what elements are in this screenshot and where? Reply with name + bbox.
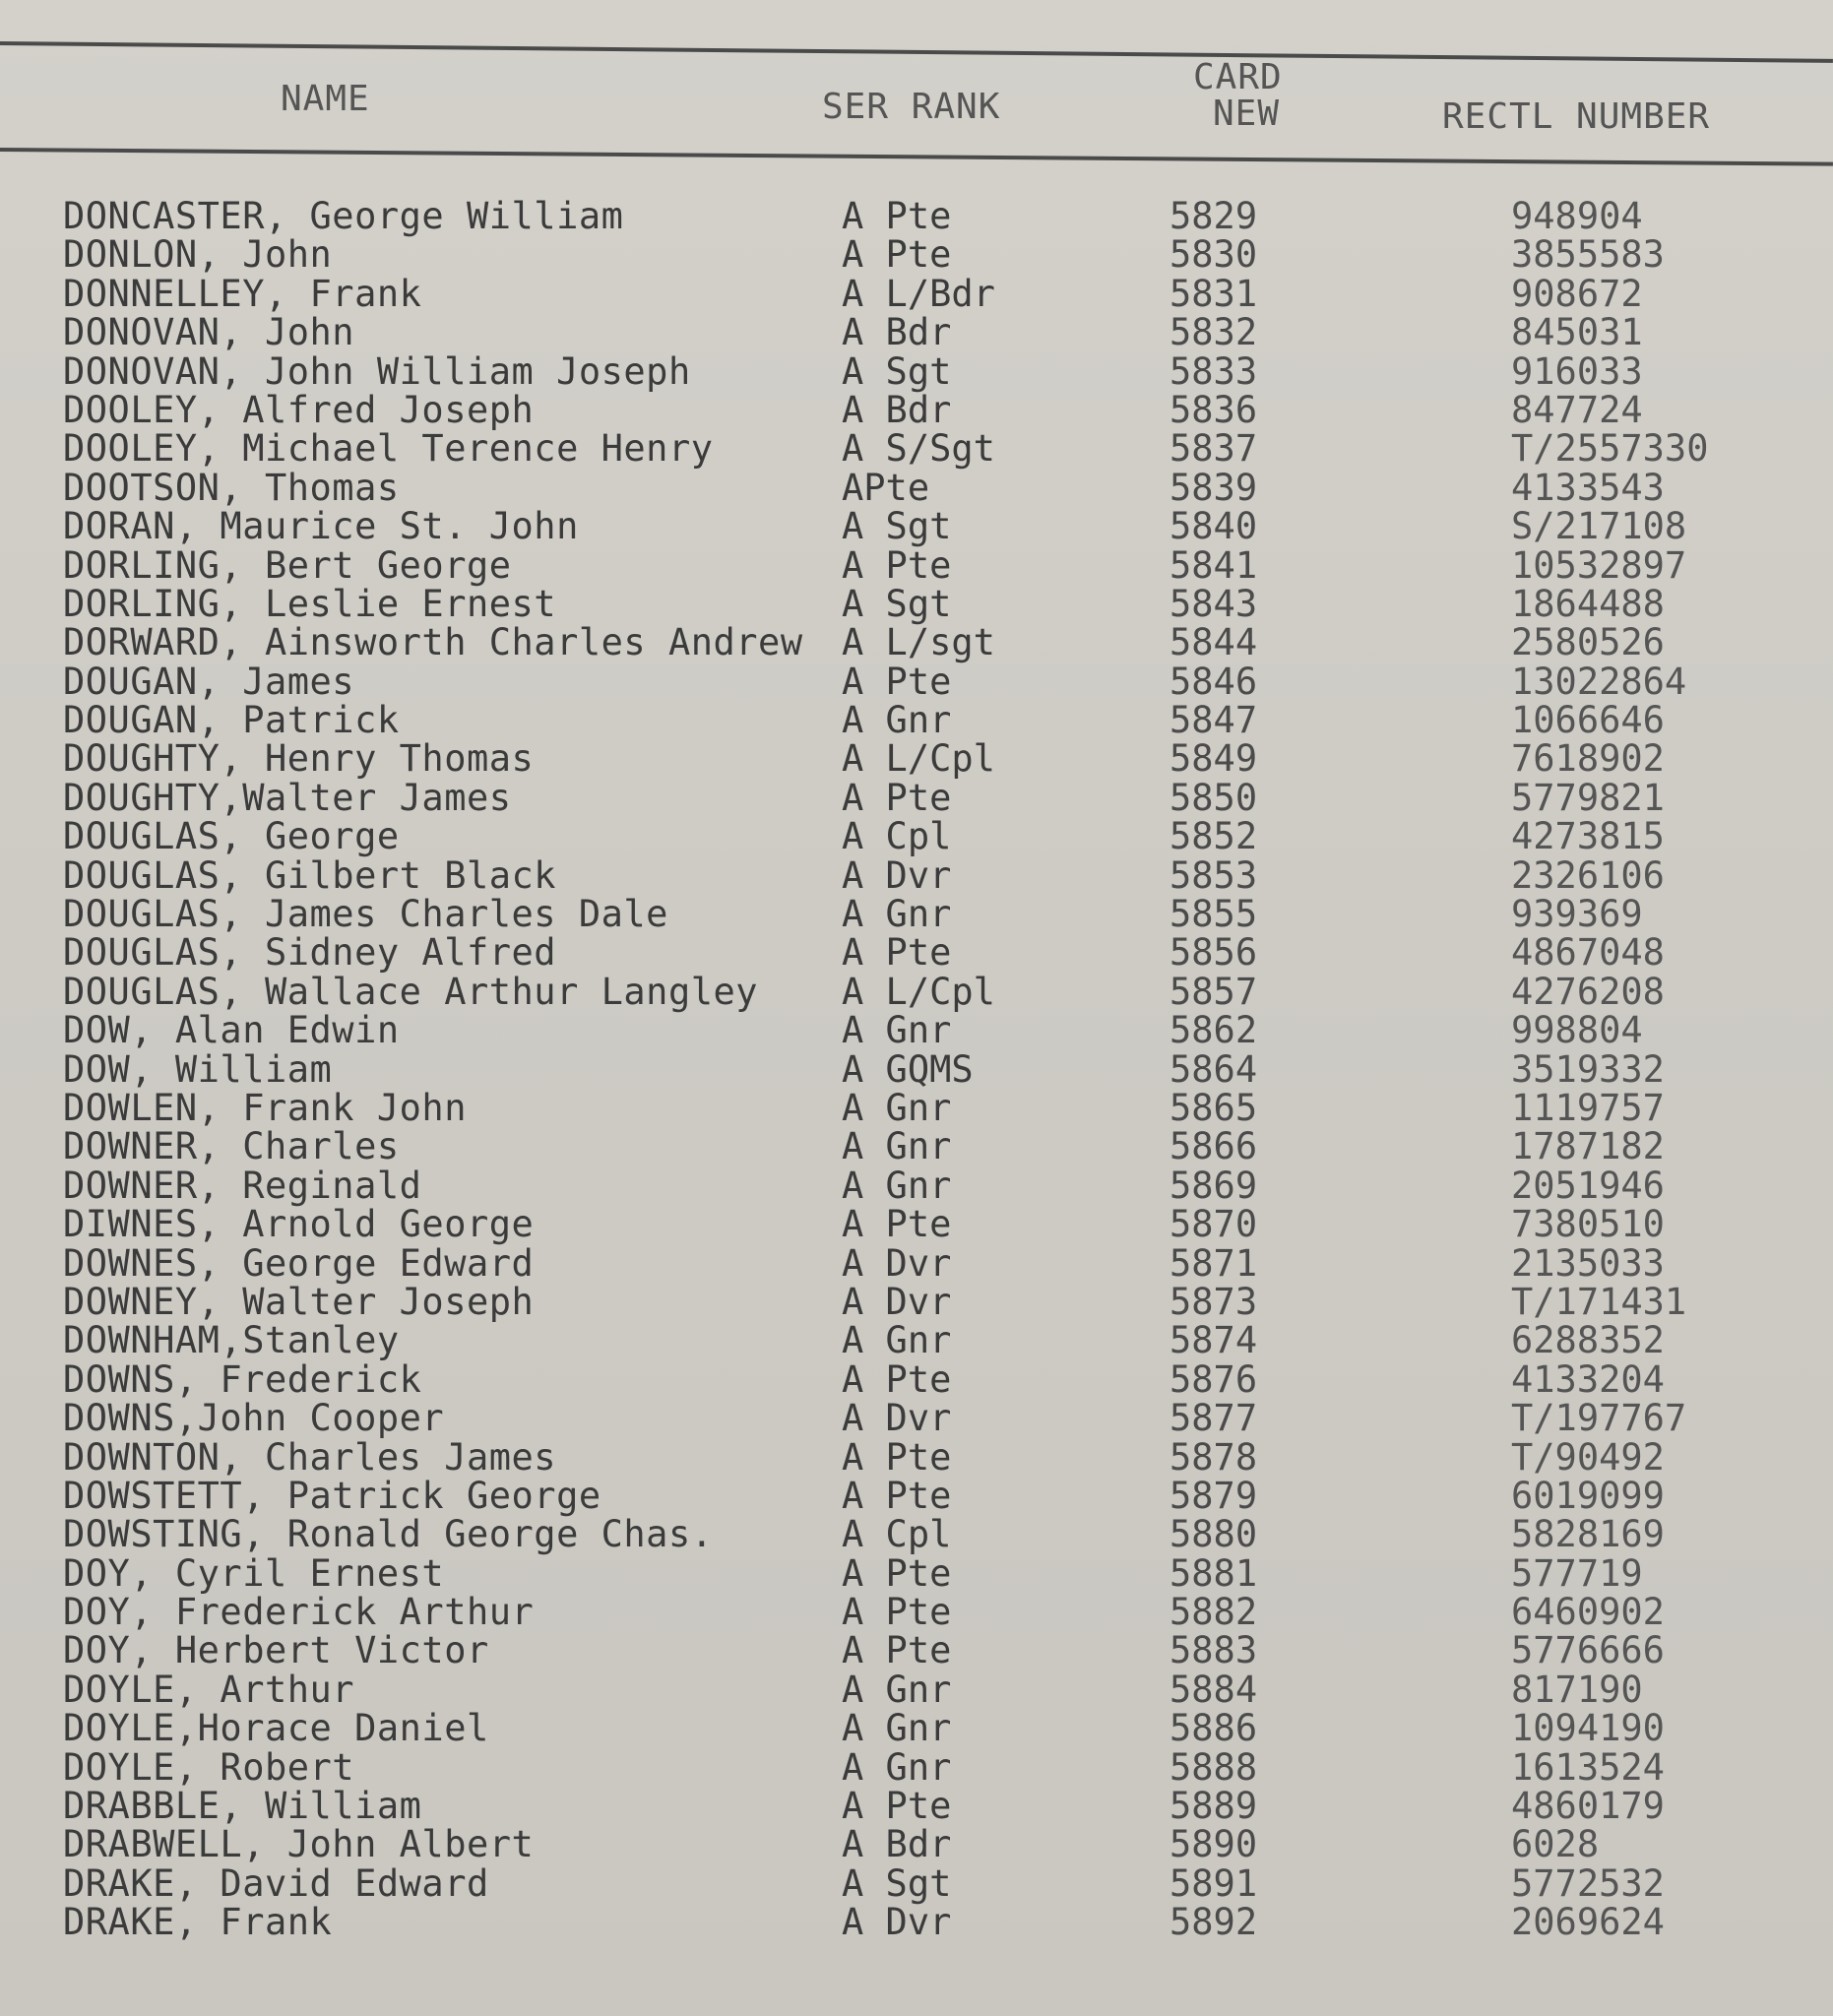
record-row <box>0 1086 1833 1129</box>
record-row <box>0 1127 1833 1166</box>
record-row <box>0 1707 1833 1750</box>
record-name: DOUGAN, Patrick <box>63 699 400 742</box>
record-rectl-number: 6028 <box>1511 1823 1600 1866</box>
record-rectl-number: 845031 <box>1511 311 1643 354</box>
record-name: DRAKE, David Edward <box>63 1861 489 1905</box>
record-name: DOYLE,Horace Daniel <box>63 1707 489 1750</box>
record-name: DONOVAN, John William Joseph <box>63 349 691 393</box>
record-row <box>0 1203 1833 1246</box>
record-row <box>0 272 1833 315</box>
record-rectl-number: 3519332 <box>1511 1047 1665 1091</box>
record-ser-rank: A Pte <box>842 543 952 587</box>
record-card-new: 5844 <box>1169 621 1258 664</box>
record-ser-rank: A L/Cpl <box>842 970 995 1013</box>
header-bottom-rule <box>0 148 1833 166</box>
record-card-new: 5865 <box>1169 1086 1258 1129</box>
record-row <box>0 1861 1833 1905</box>
record-rectl-number: 1066646 <box>1511 699 1665 742</box>
record-card-new: 5839 <box>1169 466 1258 509</box>
record-ser-rank: A L/Bdr <box>842 272 995 315</box>
record-card-new: 5874 <box>1169 1319 1258 1362</box>
record-ser-rank: A Pte <box>842 660 952 703</box>
record-name: DRAKE, Frank <box>63 1901 333 1944</box>
record-row <box>0 466 1833 509</box>
record-ser-rank: A Dvr <box>842 1901 952 1944</box>
record-rectl-number: 1864488 <box>1511 582 1665 625</box>
record-row <box>0 1474 1833 1517</box>
record-row <box>0 1901 1833 1944</box>
record-rectl-number: 1787182 <box>1511 1125 1665 1168</box>
record-rectl-number: 1094190 <box>1511 1707 1665 1750</box>
record-ser-rank: A Sgt <box>842 1861 952 1905</box>
record-name: DOWNES, George Edward <box>63 1241 535 1285</box>
record-name: DOWLEN, Frank John <box>63 1086 467 1129</box>
record-ser-rank: A Dvr <box>842 853 952 897</box>
record-row <box>0 776 1833 819</box>
record-rectl-number: 998804 <box>1511 1009 1643 1052</box>
record-row <box>0 388 1833 431</box>
record-rectl-number: 10532897 <box>1511 543 1687 587</box>
record-row <box>0 1435 1833 1479</box>
record-name: DOOLEY, Alfred Joseph <box>63 388 535 431</box>
record-name: DOUGHTY,Walter James <box>63 776 512 819</box>
record-rectl-number: 7380510 <box>1511 1203 1665 1246</box>
record-row <box>0 1551 1833 1595</box>
record-ser-rank: A Pte <box>842 1474 952 1517</box>
record-card-new: 5871 <box>1169 1241 1258 1285</box>
record-name: DOWNER, Charles <box>63 1125 400 1168</box>
record-name: DORLING, Bert George <box>63 543 512 587</box>
record-name: DOOTSON, Thomas <box>63 466 400 509</box>
record-rectl-number: 577719 <box>1511 1551 1643 1595</box>
record-row <box>0 931 1833 975</box>
record-row <box>0 349 1833 393</box>
record-card-new: 5877 <box>1169 1397 1258 1440</box>
record-card-new: 5862 <box>1169 1009 1258 1052</box>
record-ser-rank: A Gnr <box>842 1668 952 1711</box>
record-rectl-number: 847724 <box>1511 388 1643 431</box>
record-name: DOWNTON, Charles James <box>63 1435 557 1479</box>
record-card-new: 5892 <box>1169 1901 1258 1944</box>
record-rectl-number: 916033 <box>1511 349 1643 393</box>
record-ser-rank: A Pte <box>842 195 952 237</box>
record-ser-rank: A Pte <box>842 776 952 819</box>
record-row <box>0 970 1833 1013</box>
record-name: DIWNES, Arnold George <box>63 1203 535 1246</box>
record-row <box>0 1670 1833 1709</box>
record-ser-rank: A Pte <box>842 931 952 975</box>
record-card-new: 5846 <box>1169 660 1258 703</box>
record-rectl-number: 4133543 <box>1511 466 1665 509</box>
record-name: DOW, William <box>63 1047 333 1091</box>
record-name: DOY, Frederick Arthur <box>63 1591 535 1634</box>
record-card-new: 5890 <box>1169 1823 1258 1866</box>
record-row <box>0 1280 1833 1323</box>
record-ser-rank: A Pte <box>842 1357 952 1401</box>
record-rectl-number: 2326106 <box>1511 853 1665 897</box>
record-row <box>0 197 1833 235</box>
record-name: DOUGLAS, James Charles Dale <box>63 893 668 936</box>
record-card-new: 5847 <box>1169 699 1258 742</box>
record-card-new: 5882 <box>1169 1591 1258 1634</box>
record-card-new: 5889 <box>1169 1785 1258 1828</box>
record-ser-rank: A Dvr <box>842 1397 952 1440</box>
record-card-new: 5878 <box>1169 1435 1258 1479</box>
record-ser-rank: APte <box>842 466 930 509</box>
record-ser-rank: A Dvr <box>842 1280 952 1323</box>
record-ser-rank: A Cpl <box>842 1513 952 1556</box>
record-rectl-number: 3855583 <box>1511 233 1665 277</box>
record-card-new: 5853 <box>1169 853 1258 897</box>
record-rectl-number: 2051946 <box>1511 1164 1665 1207</box>
record-card-new: 5876 <box>1169 1357 1258 1401</box>
record-card-new: 5879 <box>1169 1474 1258 1517</box>
record-ser-rank: A Gnr <box>842 1086 952 1129</box>
record-name: DOUGLAS, Sidney Alfred <box>63 931 557 975</box>
record-card-new: 5843 <box>1169 582 1258 625</box>
column-header-name: NAME <box>281 79 370 119</box>
record-row <box>0 737 1833 781</box>
record-rectl-number: T/90492 <box>1511 1435 1665 1479</box>
record-name: DONLON, John <box>63 233 333 277</box>
record-ser-rank: A L/sgt <box>842 621 995 664</box>
record-card-new: 5831 <box>1169 272 1258 315</box>
record-name: DORLING, Leslie Ernest <box>63 582 557 625</box>
record-card-new: 5830 <box>1169 233 1258 277</box>
record-name: DONCASTER, George William <box>63 195 624 237</box>
record-ser-rank: A Gnr <box>842 1745 952 1789</box>
record-rectl-number: 7618902 <box>1511 737 1665 781</box>
record-name: DORWARD, Ainsworth Charles Andrew <box>63 621 803 664</box>
record-rectl-number: 4860179 <box>1511 1785 1665 1828</box>
record-ser-rank: A L/Cpl <box>842 737 995 781</box>
record-name: DOY, Herbert Victor <box>63 1629 489 1672</box>
column-header-card: CARD <box>1193 57 1283 97</box>
record-ser-rank: A Bdr <box>842 1823 952 1866</box>
record-card-new: 5856 <box>1169 931 1258 975</box>
record-rectl-number: 6460902 <box>1511 1591 1665 1634</box>
record-name: DORAN, Maurice St. John <box>63 505 579 548</box>
record-card-new: 5869 <box>1169 1164 1258 1207</box>
record-card-new: 5873 <box>1169 1280 1258 1323</box>
record-row <box>0 1047 1833 1091</box>
column-header-rectl-number: RECTL NUMBER <box>1442 96 1711 137</box>
record-card-new: 5855 <box>1169 893 1258 936</box>
record-row <box>0 623 1833 662</box>
record-name: DOOLEY, Michael Terence Henry <box>63 427 714 471</box>
record-card-new: 5836 <box>1169 388 1258 431</box>
record-card-new: 5849 <box>1169 737 1258 781</box>
record-card-new: 5833 <box>1169 349 1258 393</box>
record-rectl-number: 2069624 <box>1511 1901 1665 1944</box>
record-row <box>0 1591 1833 1634</box>
record-name: DOUGLAS, George <box>63 815 400 858</box>
record-row <box>0 1241 1833 1285</box>
record-row <box>0 1357 1833 1401</box>
record-name: DOWNS, Frederick <box>63 1357 422 1401</box>
record-rectl-number: 2135033 <box>1511 1241 1665 1285</box>
record-name: DOUGLAS, Gilbert Black <box>63 853 557 897</box>
record-rectl-number: T/171431 <box>1511 1280 1687 1323</box>
record-card-new: 5891 <box>1169 1861 1258 1905</box>
record-ser-rank: A Pte <box>842 1203 952 1246</box>
record-rectl-number: 939369 <box>1511 893 1643 936</box>
record-rectl-number: 4133204 <box>1511 1357 1665 1401</box>
record-name: DOWNS,John Cooper <box>63 1397 445 1440</box>
record-ser-rank: A Bdr <box>842 311 952 354</box>
record-rectl-number: T/197767 <box>1511 1397 1687 1440</box>
record-row <box>0 1513 1833 1556</box>
record-name: DOW, Alan Edwin <box>63 1009 400 1052</box>
record-card-new: 5888 <box>1169 1745 1258 1789</box>
record-rectl-number: 6019099 <box>1511 1474 1665 1517</box>
record-ser-rank: A Pte <box>842 1785 952 1828</box>
record-card-new: 5884 <box>1169 1668 1258 1711</box>
record-ser-rank: A Pte <box>842 1591 952 1634</box>
record-ser-rank: A Gnr <box>842 893 952 936</box>
record-ser-rank: A Gnr <box>842 1009 952 1052</box>
record-list <box>0 197 1833 1942</box>
record-card-new: 5852 <box>1169 815 1258 858</box>
record-name: DRABWELL, John Albert <box>63 1823 535 1866</box>
record-rectl-number: 4273815 <box>1511 815 1665 858</box>
record-rectl-number: 6288352 <box>1511 1319 1665 1362</box>
record-card-new: 5832 <box>1169 311 1258 354</box>
record-ser-rank: A Gnr <box>842 1125 952 1168</box>
record-row <box>0 1397 1833 1440</box>
record-rectl-number: 948904 <box>1511 195 1643 237</box>
record-row <box>0 662 1833 701</box>
header-top-rule <box>0 41 1833 63</box>
record-name: DONOVAN, John <box>63 311 355 354</box>
record-name: DOWSTING, Ronald George Chas. <box>63 1513 714 1556</box>
record-rectl-number: 817190 <box>1511 1668 1643 1711</box>
record-ser-rank: A Gnr <box>842 1319 952 1362</box>
record-row <box>0 1319 1833 1362</box>
record-name: DOUGHTY, Henry Thomas <box>63 737 535 781</box>
record-row <box>0 1009 1833 1052</box>
record-row <box>0 1745 1833 1789</box>
record-ser-rank: A Sgt <box>842 582 952 625</box>
record-name: DOUGAN, James <box>63 660 355 703</box>
record-row <box>0 543 1833 587</box>
record-ser-rank: A Bdr <box>842 388 952 431</box>
record-row <box>0 582 1833 625</box>
record-row <box>0 1785 1833 1828</box>
record-rectl-number: 13022864 <box>1511 660 1687 703</box>
record-row <box>0 893 1833 936</box>
record-ser-rank: A S/Sgt <box>842 427 995 471</box>
record-name: DOWSTETT, Patrick George <box>63 1474 601 1517</box>
record-name: DOY, Cyril Ernest <box>63 1551 445 1595</box>
record-row <box>0 311 1833 354</box>
record-name: DOWNHAM,Stanley <box>63 1319 400 1362</box>
record-row <box>0 1823 1833 1866</box>
record-ser-rank: A Gnr <box>842 699 952 742</box>
column-header-new: NEW <box>1213 94 1281 134</box>
record-name: DRABBLE, William <box>63 1785 422 1828</box>
record-name: DOUGLAS, Wallace Arthur Langley <box>63 970 759 1013</box>
record-rectl-number: 908672 <box>1511 272 1643 315</box>
record-ser-rank: A Gnr <box>842 1164 952 1207</box>
record-row <box>0 1631 1833 1670</box>
record-rectl-number: 5772532 <box>1511 1861 1665 1905</box>
record-card-new: 5864 <box>1169 1047 1258 1091</box>
record-card-new: 5881 <box>1169 1551 1258 1595</box>
record-ser-rank: A Dvr <box>842 1241 952 1285</box>
record-row <box>0 853 1833 897</box>
record-name: DOYLE, Arthur <box>63 1668 355 1711</box>
record-card-new: 5870 <box>1169 1203 1258 1246</box>
record-ser-rank: A Sgt <box>842 505 952 548</box>
record-card-new: 5840 <box>1169 505 1258 548</box>
record-row <box>0 699 1833 742</box>
record-row <box>0 233 1833 277</box>
record-row <box>0 427 1833 471</box>
record-ser-rank: A Pte <box>842 1551 952 1595</box>
record-rectl-number: 5828169 <box>1511 1513 1665 1556</box>
record-ser-rank: A Pte <box>842 1629 952 1672</box>
record-ser-rank: A GQMS <box>842 1047 974 1091</box>
record-card-new: 5883 <box>1169 1629 1258 1672</box>
record-rectl-number: T/2557330 <box>1511 427 1709 471</box>
column-header-ser-rank: SER RANK <box>822 87 1001 127</box>
record-ser-rank: A Pte <box>842 1435 952 1479</box>
record-ser-rank: A Sgt <box>842 349 952 393</box>
record-card-new: 5841 <box>1169 543 1258 587</box>
record-name: DONNELLEY, Frank <box>63 272 422 315</box>
record-card-new: 5829 <box>1169 195 1258 237</box>
record-rectl-number: 5779821 <box>1511 776 1665 819</box>
record-ser-rank: A Cpl <box>842 815 952 858</box>
record-rectl-number: 4867048 <box>1511 931 1665 975</box>
record-name: DOYLE, Robert <box>63 1745 355 1789</box>
record-rectl-number: 2580526 <box>1511 621 1665 664</box>
record-rectl-number: 4276208 <box>1511 970 1665 1013</box>
record-ser-rank: A Gnr <box>842 1707 952 1750</box>
record-card-new: 5857 <box>1169 970 1258 1013</box>
record-card-new: 5886 <box>1169 1707 1258 1750</box>
record-rectl-number: S/217108 <box>1511 505 1687 548</box>
record-row <box>0 1166 1833 1205</box>
record-rectl-number: 5776666 <box>1511 1629 1665 1672</box>
record-ser-rank: A Pte <box>842 233 952 277</box>
record-card-new: 5837 <box>1169 427 1258 471</box>
record-name: DOWNER, Reginald <box>63 1164 422 1207</box>
record-name: DOWNEY, Walter Joseph <box>63 1280 535 1323</box>
record-rectl-number: 1119757 <box>1511 1086 1665 1129</box>
record-row <box>0 815 1833 858</box>
record-rectl-number: 1613524 <box>1511 1745 1665 1789</box>
record-card-new: 5850 <box>1169 776 1258 819</box>
record-row <box>0 505 1833 548</box>
record-card-new: 5866 <box>1169 1125 1258 1168</box>
record-card-new: 5880 <box>1169 1513 1258 1556</box>
